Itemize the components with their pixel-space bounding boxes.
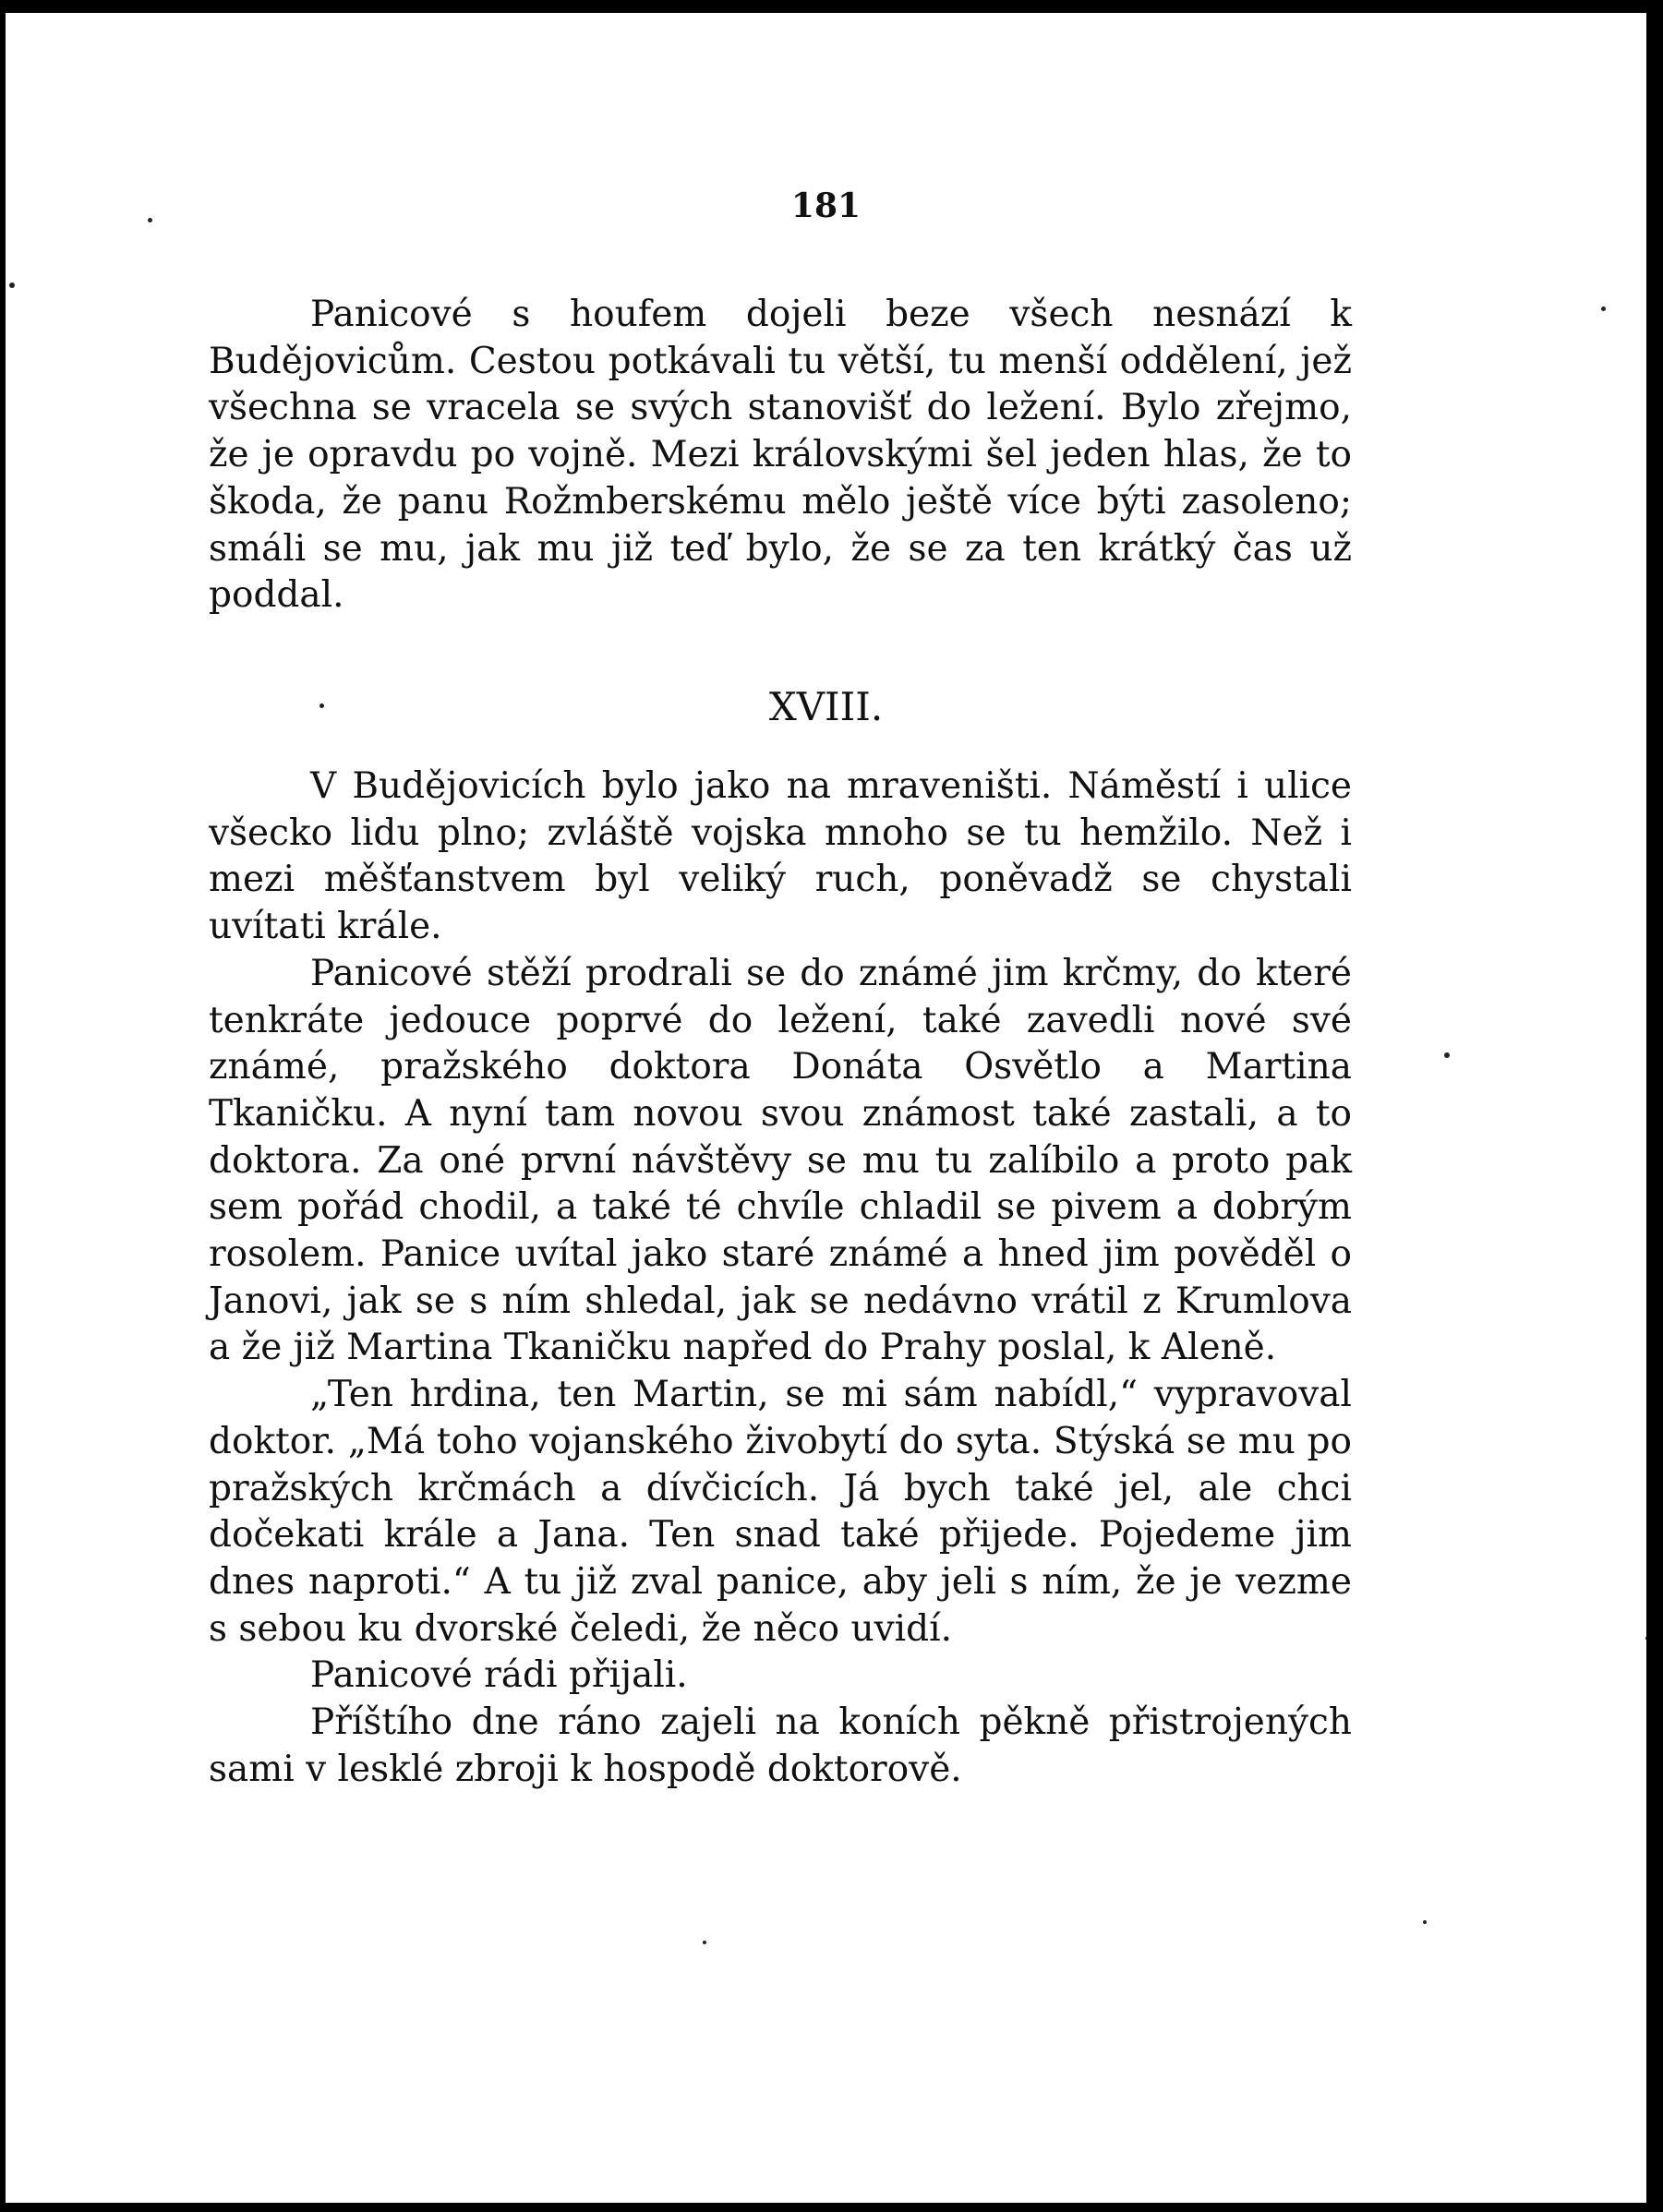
scan-speck (9, 283, 15, 288)
scan-speck (1645, 1636, 1646, 1641)
paragraph: Příštího dne ráno zajeli na koních pěkně přistrojených sami v lesklé zbroji k hospodě doktorově. (209, 1701, 1352, 1790)
paragraph: Panicové stěží prodrali se do známé jim krčmy, do které tenkráte jedouce poprvé do ležení, také zavedli nové své známé, pražského doktora Donáta Osvětlo a Martina Tkaničku. A nyní tam novou svou známost také zastali, a to doktora. Za oné první návštěvy se mu tu zalíbilo a proto pak sem pořád chodil, a také té chvíle chladil se pivem a dobrým rosolem. Panice uvítal jako staré známé a hned jim pověděl o Janovi, jak se s ním shledal, jak se nedávno vrátil z Krumlova a že již Martina Tkaničku napřed do Prahy poslal, k Aleně. (209, 952, 1352, 1369)
text-block-before-chapter (209, 292, 1352, 619)
paragraph: Panicové rádi přijali. (310, 1654, 688, 1697)
scan-speck (703, 1941, 706, 1944)
scan-speck (1423, 1920, 1427, 1924)
book-page (6, 13, 1646, 2203)
paragraph: „Ten hrdina, ten Martin, se mi sám nabídl,“ vypravoval doktor. „Má toho vojanského živobytí do syta. Stýská se mu po pražských krčmách a dívčicích. Já bych také jel, ale chci dočekati krále a Jana. Ten snad také přijede. Pojedeme jim dnes naproti.“ A tu již zval panice, aby jeli s ním, že je vezme s sebou ku dvorské čeledi, že něco uvidí. (209, 1374, 1352, 1650)
chapter-heading: XVIII. (768, 684, 884, 729)
scan-speck (319, 703, 324, 708)
paragraph: Panicové s houfem dojeli beze všech nesnází k Budějovicům. Cestou potkávali tu větší, tu menší oddělení, jež všechna se vracela se svých stanovišť do ležení. Bylo zřejmo, že je opravdu po vojně. Mezi královskými šel jeden hlas, že to škoda, že panu Rožmberskému mělo ještě více býti zasoleno; smáli se mu, jak mu již teď bylo, že se za ten krátký čas už poddal. (209, 294, 1352, 617)
paragraph: V Budějovicích bylo jako na mraveništi. Náměstí i ulice všecko lidu plno; zvláště vojska mnoho se tu hemžilo. Než i mezi měšťanstvem byl veliký ruch, poněvadž se chystali uvítati krále. (209, 765, 1352, 948)
page-number: 181 (790, 186, 862, 225)
scan-speck (1601, 307, 1606, 311)
scan-speck (148, 218, 152, 222)
text-block-after-chapter (209, 763, 1352, 1793)
scan-speck (1444, 1052, 1450, 1058)
